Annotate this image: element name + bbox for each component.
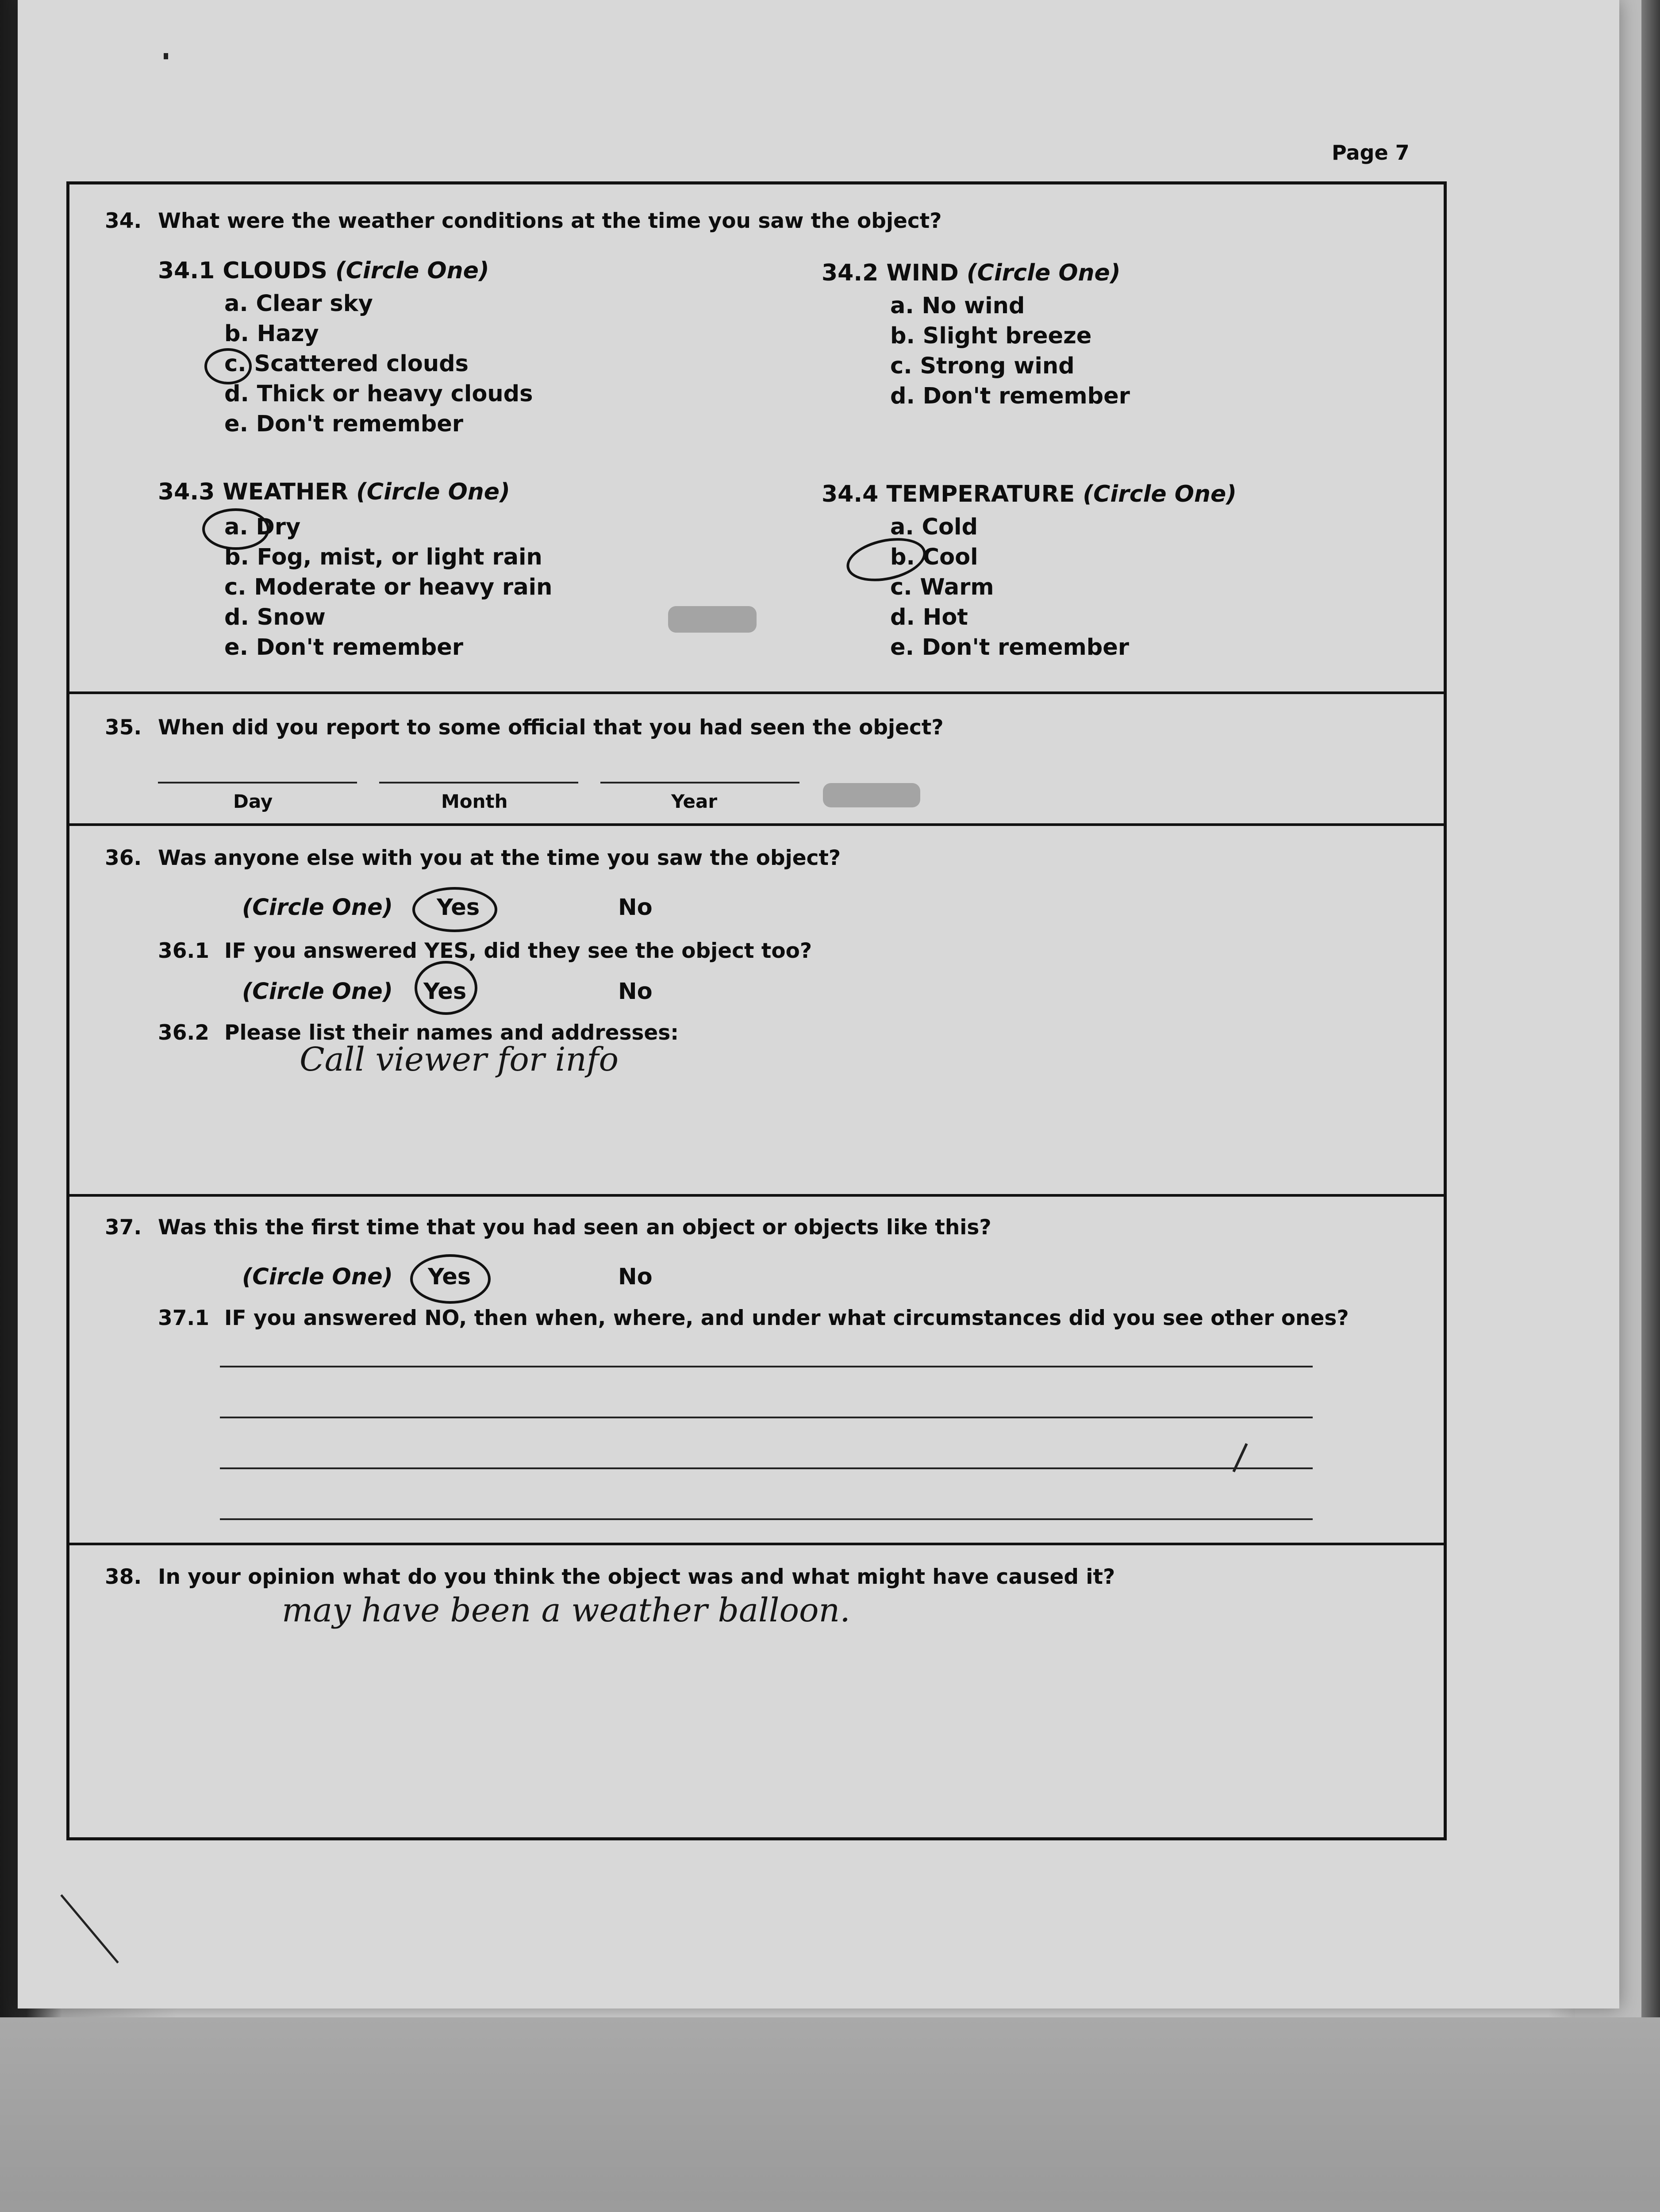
q36-number: 36. [105,846,142,870]
questionnaire-form [66,181,1447,1840]
clouds-option-b[interactable]: b. Hazy [224,321,319,347]
temperature-option-b[interactable]: b. Cool [890,544,978,570]
q35-text: When did you report to some official that you had seen the object? [158,715,944,740]
month-label: Month [441,791,508,812]
handwritten-names-answer: Call viewer for info [300,1041,619,1079]
q37-no-option[interactable]: No [618,1264,653,1290]
clouds-option-d[interactable]: d. Thick or heavy clouds [224,381,533,407]
q37-text: Was this the first time that you had seen an object or objects like this? [158,1215,991,1240]
weather-heading: 34.3 WEATHER (Circle One) [158,479,510,505]
scanner-bed [0,2017,1660,2212]
wind-heading: 34.2 WIND (Circle One) [822,260,1121,286]
circle-one-label: (Circle One) [242,1264,393,1290]
day-field-line[interactable] [158,782,357,783]
q36-1-text: IF you answered YES, did they see the object too? [224,939,812,963]
q37-1-text: IF you answered NO, then when, where, and under what circumstances did you see other ones? [224,1306,1349,1330]
clouds-option-c[interactable]: c. Scattered clouds [224,351,469,377]
circle-one-label: (Circle One) [242,979,393,1005]
selection-circle [410,1254,491,1304]
q34-number: 34. [105,209,142,233]
year-field-line[interactable] [600,782,799,783]
q34-text: What were the weather conditions at the time you saw the object? [158,209,942,233]
wind-option-c[interactable]: c. Strong wind [890,353,1075,379]
temperature-option-a[interactable]: a. Cold [890,514,978,540]
section-divider [69,691,1444,694]
q35-number: 35. [105,715,142,740]
weather-option-a[interactable]: a. Dry [224,514,301,540]
handwritten-opinion-answer: may have been a weather balloon. [282,1591,850,1629]
wind-option-d[interactable]: d. Don't remember [890,383,1130,409]
q38-number: 38. [105,1565,142,1589]
q36-text: Was anyone else with you at the time you saw the object? [158,846,841,870]
temperature-heading: 34.4 TEMPERATURE (Circle One) [822,481,1237,507]
scan-speck [164,53,168,59]
clouds-option-e[interactable]: e. Don't remember [224,411,464,437]
q36-no-option[interactable]: No [618,895,653,921]
q36-1-yes-option[interactable]: Yes [423,979,467,1005]
clouds-option-a[interactable]: a. Clear sky [224,291,373,317]
wind-option-b[interactable]: b. Slight breeze [890,323,1092,349]
day-label: Day [233,791,273,812]
weather-option-b[interactable]: b. Fog, mist, or light rain [224,544,542,570]
page-label: Page 7 [1332,141,1410,165]
weather-option-c[interactable]: c. Moderate or heavy rain [224,574,553,600]
q36-2-text: Please list their names and addresses: [224,1021,679,1045]
section-divider [69,823,1444,826]
section-divider [69,1194,1444,1197]
month-field-line[interactable] [379,782,578,783]
selection-circle [202,508,269,550]
answer-line[interactable] [220,1417,1313,1418]
weather-option-d[interactable]: d. Snow [224,604,326,630]
section-divider [69,1543,1444,1545]
q36-yes-option[interactable]: Yes [437,895,480,921]
answer-line[interactable] [220,1518,1313,1520]
temperature-option-d[interactable]: d. Hot [890,604,968,630]
weather-option-e[interactable]: e. Don't remember [224,634,464,661]
q38-text: In your opinion what do you think the object was and what might have caused it? [158,1565,1115,1589]
year-label: Year [671,791,718,812]
answer-line[interactable] [220,1366,1313,1367]
selection-circle [415,961,477,1015]
q36-1-number: 36.1 [158,939,209,963]
q37-1-number: 37.1 [158,1306,209,1330]
selection-circle [412,887,497,932]
q37-yes-option[interactable]: Yes [428,1264,471,1290]
clouds-heading: 34.1 CLOUDS (Circle One) [158,257,489,284]
wind-option-a[interactable]: a. No wind [890,293,1025,319]
answer-line[interactable] [220,1467,1313,1469]
temperature-option-c[interactable]: c. Warm [890,574,994,600]
q36-1-no-option[interactable]: No [618,979,653,1005]
q36-2-number: 36.2 [158,1021,209,1045]
temperature-option-e[interactable]: e. Don't remember [890,634,1130,661]
selection-circle [204,348,252,384]
q37-number: 37. [105,1215,142,1240]
circle-one-label: (Circle One) [242,895,393,921]
